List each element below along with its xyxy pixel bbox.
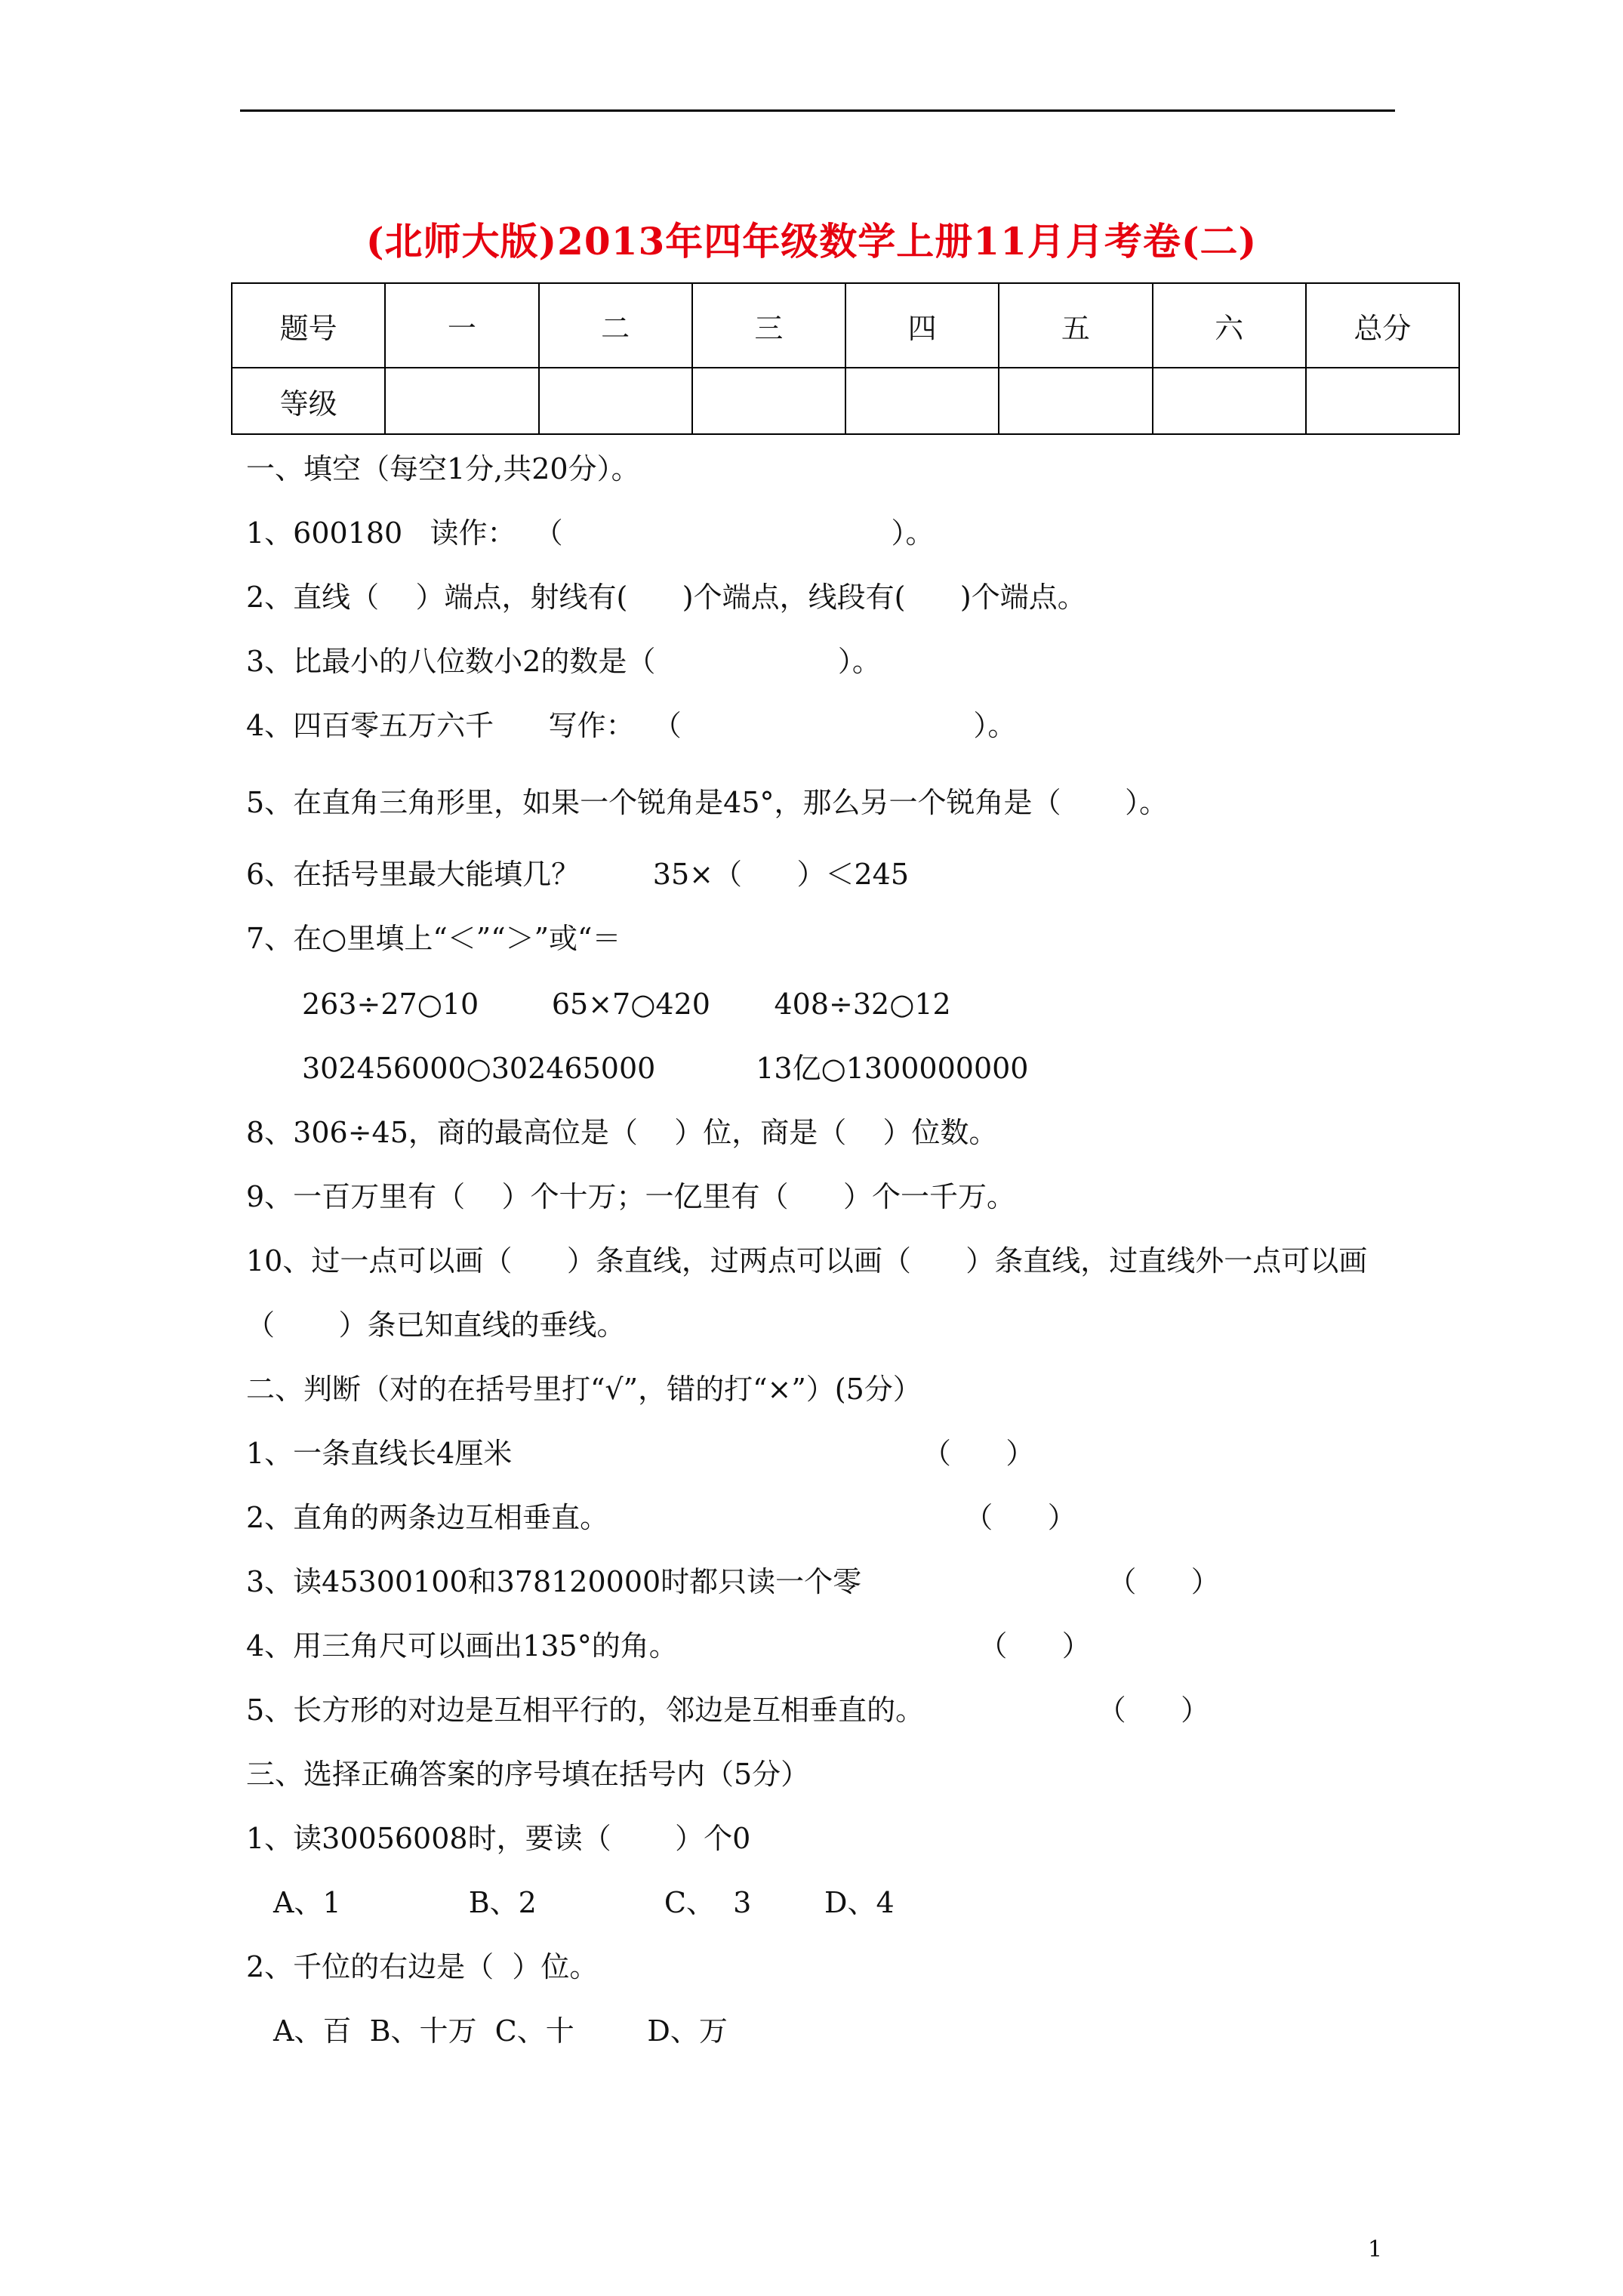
section-heading-judge: 二、判断（对的在括号里打“√”，错的打“×”）(5分） (246, 1373, 922, 1406)
choice-options: A、百 B、十万 C、十 D、万 (273, 2014, 728, 2048)
page-number: 1 (1368, 2236, 1383, 2263)
question-line: 5、在直角三角形里，如果一个锐角是45°，那么另一个锐角是（ ）。 (246, 786, 1169, 819)
score-table-cell: 一 (385, 283, 538, 368)
score-table-cell: 三 (692, 283, 845, 368)
question-line: 10、过一点可以画（ ）条直线，过两点可以画（ ）条直线，过直线外一点可以画 (246, 1244, 1368, 1277)
question-line: 2、直线（ ）端点，射线有( )个端点，线段有( )个端点。 (246, 581, 1086, 614)
score-table-cell: 五 (999, 283, 1152, 368)
question-line: （ ）条已知直线的垂线。 (246, 1308, 626, 1342)
section-heading-fill-blank: 一、填空（每空1分,共20分）。 (246, 452, 640, 485)
header-rule (240, 109, 1395, 112)
score-table-empty-cell (1306, 368, 1459, 434)
score-table (231, 282, 1460, 435)
score-table-cell: 六 (1153, 283, 1306, 368)
score-table-cell: 总分 (1306, 283, 1459, 368)
question-line: 5、长方形的对边是互相平行的，邻边是互相垂直的。 （ ） (246, 1693, 1210, 1727)
score-table-empty-cell (999, 368, 1152, 434)
question-line: 1、600180 读作： （ ）。 (246, 516, 935, 550)
question-subline: 302456000○302465000 13亿○1300000000 (302, 1052, 1029, 1085)
score-table-empty-cell (1153, 368, 1306, 434)
score-table-grade-row (232, 368, 1459, 434)
score-table-empty-cell (845, 368, 999, 434)
question-subline: 263÷27○10 65×7○420 408÷32○12 (302, 988, 951, 1021)
score-table-cell: 四 (845, 283, 999, 368)
score-table-grade-label: 等级 (232, 368, 385, 434)
question-line: 8、306÷45，商的最高位是（ ）位，商是（ ）位数。 (246, 1116, 998, 1149)
question-line: 3、读45300100和378120000时都只读一个零 （ ） (246, 1565, 1220, 1598)
question-line: 2、千位的右边是（ ）位。 (246, 1950, 599, 1983)
question-line: 6、在括号里最大能填几？ 35×（ ）＜245 (246, 858, 910, 891)
question-line: 1、读30056008时，要读（ ）个0 (246, 1822, 751, 1855)
score-table-empty-cell (385, 368, 538, 434)
choice-options: A、1 B、2 C、 3 D、4 (273, 1886, 895, 1919)
question-line: 3、比最小的八位数小2的数是（ ）。 (246, 645, 881, 678)
score-table-cell: 二 (539, 283, 692, 368)
score-table-cell: 题号 (232, 283, 385, 368)
question-line: 7、在○里填上“＜”“＞”或“＝ (246, 922, 621, 955)
question-line: 4、用三角尺可以画出135°的角。 （ ） (246, 1629, 1091, 1663)
page-title: (北师大版)2013年四年级数学上册11月月考卷(二) (365, 219, 1258, 264)
question-line: 9、一百万里有（ ）个十万；一亿里有（ ）个一千万。 (246, 1180, 1015, 1213)
question-line: 2、直角的两条边互相垂直。 （ ） (246, 1501, 1076, 1534)
score-table-empty-cell (539, 368, 692, 434)
score-table-header-row (232, 283, 1459, 368)
section-heading-choice: 三、选择正确答案的序号填在括号内（5分） (246, 1758, 810, 1791)
question-line: 1、一条直线长4厘米 （ ） (246, 1437, 1035, 1470)
question-line: 4、四百零五万六千 写作： （ ）。 (246, 709, 1017, 742)
score-table-empty-cell (692, 368, 845, 434)
